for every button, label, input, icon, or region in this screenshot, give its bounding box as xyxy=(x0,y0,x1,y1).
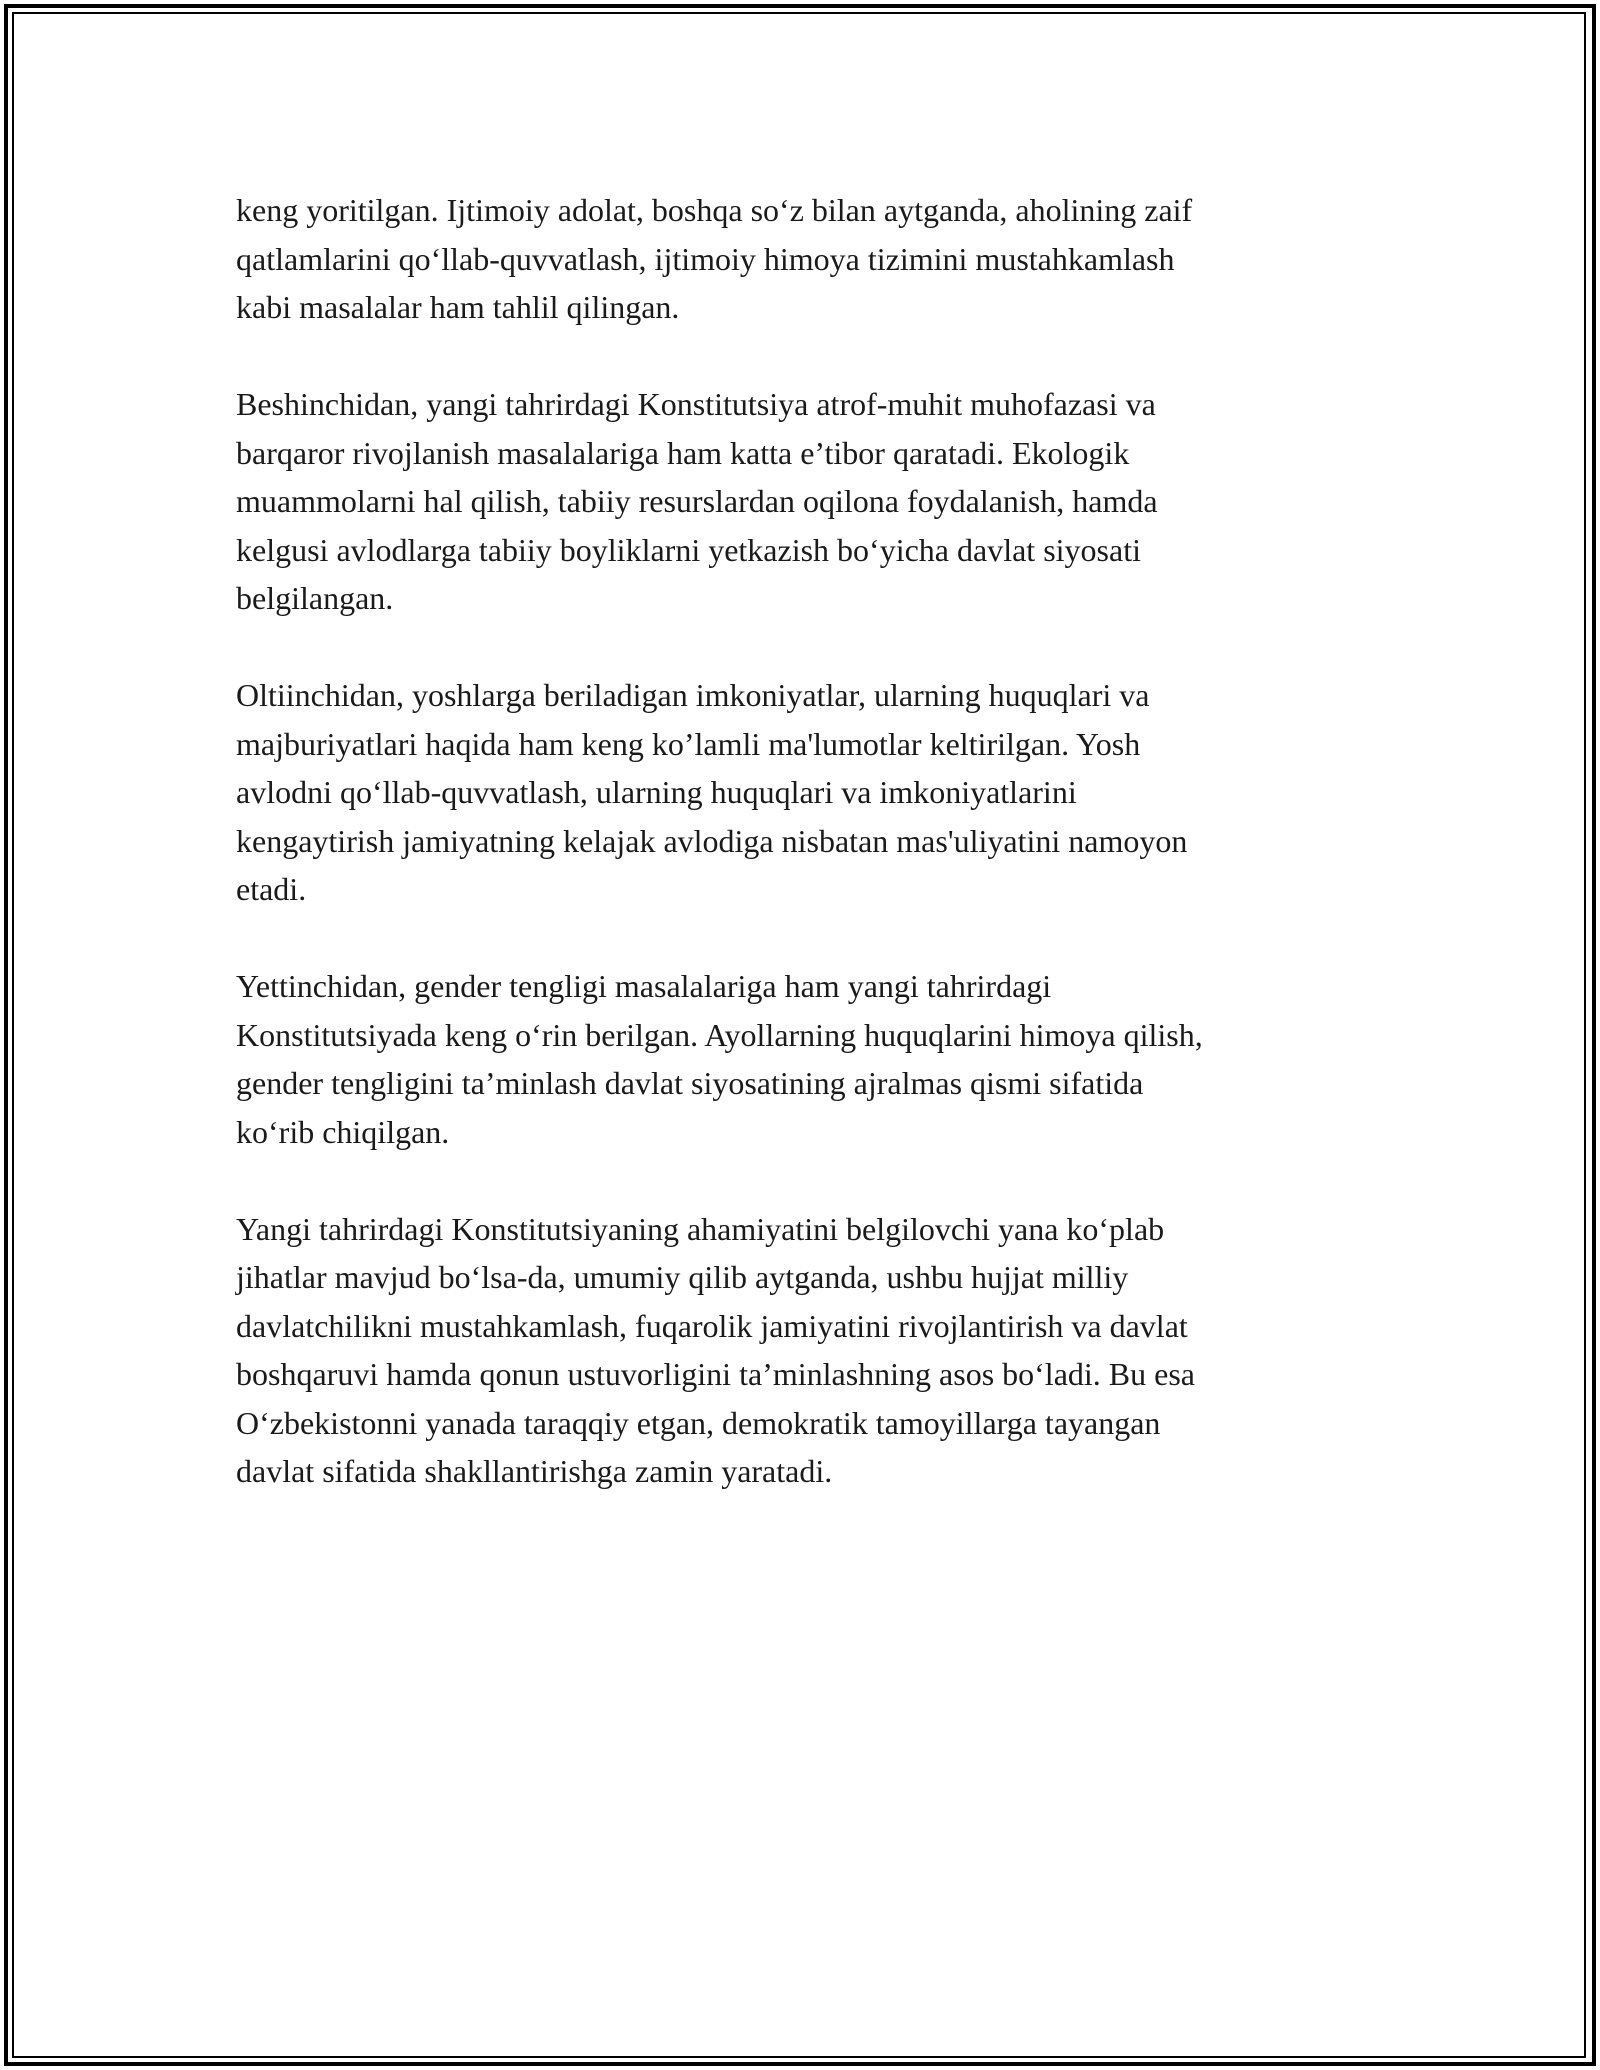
text-line: keng yoritilgan. Ijtimoiy adolat, boshqa so‘z bilan aytganda, aholining zaif xyxy=(236,192,1193,228)
document-body xyxy=(236,186,1376,1544)
paragraph xyxy=(236,962,1376,1156)
text-line: qatlamlarini qo‘llab-quvvatlash, ijtimoiy himoya tizimini mustahkamlash xyxy=(236,240,1175,277)
text-line: belgilangan. xyxy=(236,580,394,616)
text-line: Oltiinchidan, yoshlarga beriladigan imkoniyatlar, ularning huquqlari va xyxy=(236,677,1150,713)
text-line: etadi. xyxy=(236,871,307,907)
text-line: avlodni qo‘llab-quvvatlash, ularning huquqlari va imkoniyatlarini xyxy=(236,774,1077,810)
text-line: Yangi tahrirdagi Konstitutsiyaning ahamiyatini belgilovchi yana ko‘plab xyxy=(236,1210,1165,1247)
text-line: davlatchilikni mustahkamlash, fuqarolik jamiyatini rivojlantirish va davlat xyxy=(236,1307,1188,1344)
text-line: kengaytirish jamiyatning kelajak avlodiga nisbatan mas'uliyatini namoyon xyxy=(236,822,1188,859)
paragraph xyxy=(236,380,1376,623)
text-line: Beshinchidan, yangi tahrirdagi Konstitutsiya atrof-muhit muhofazasi va xyxy=(236,386,1156,422)
paragraph xyxy=(236,671,1376,914)
text-line: Konstitutsiyada keng o‘rin berilgan. Ayollarning huquqlarini himoya qilish, xyxy=(236,1016,1203,1053)
text-line: boshqaruvi hamda qonun ustuvorligini ta’minlashning asos bo‘ladi. Bu esa xyxy=(236,1356,1195,1392)
paragraph xyxy=(236,186,1376,332)
text-line: muammolarni hal qilish, tabiiy resurslardan oqilona foydalanish, hamda xyxy=(236,483,1158,519)
text-line: jihatlar mavjud bo‘lsa-da, umumiy qilib aytganda, ushbu hujjat milliy xyxy=(236,1259,1129,1295)
paragraph xyxy=(236,1205,1376,1496)
text-line: barqaror rivojlanish masalalariga ham katta e’tibor qaratadi. Ekologik xyxy=(236,434,1130,471)
text-line: davlat sifatida shakllantirishga zamin yaratadi. xyxy=(236,1453,833,1489)
text-line: kelgusi avlodlarga tabiiy boyliklarni yetkazish bo‘yicha davlat siyosati xyxy=(236,531,1141,568)
text-line: ko‘rib chiqilgan. xyxy=(236,1113,450,1150)
text-line: majburiyatlari haqida ham keng ko’lamli ma'lumotlar keltirilgan. Yosh xyxy=(236,725,1141,762)
text-line: Yettinchidan, gender tengligi masalalariga ham yangi tahrirdagi xyxy=(236,968,1052,1004)
text-line: O‘zbekistonni yanada taraqqiy etgan, demokratik tamoyillarga tayangan xyxy=(236,1404,1161,1441)
text-line: gender tengligini ta’minlash davlat siyosatining ajralmas qismi sifatida xyxy=(236,1065,1144,1101)
text-line: kabi masalalar ham tahlil qilingan. xyxy=(236,289,680,325)
